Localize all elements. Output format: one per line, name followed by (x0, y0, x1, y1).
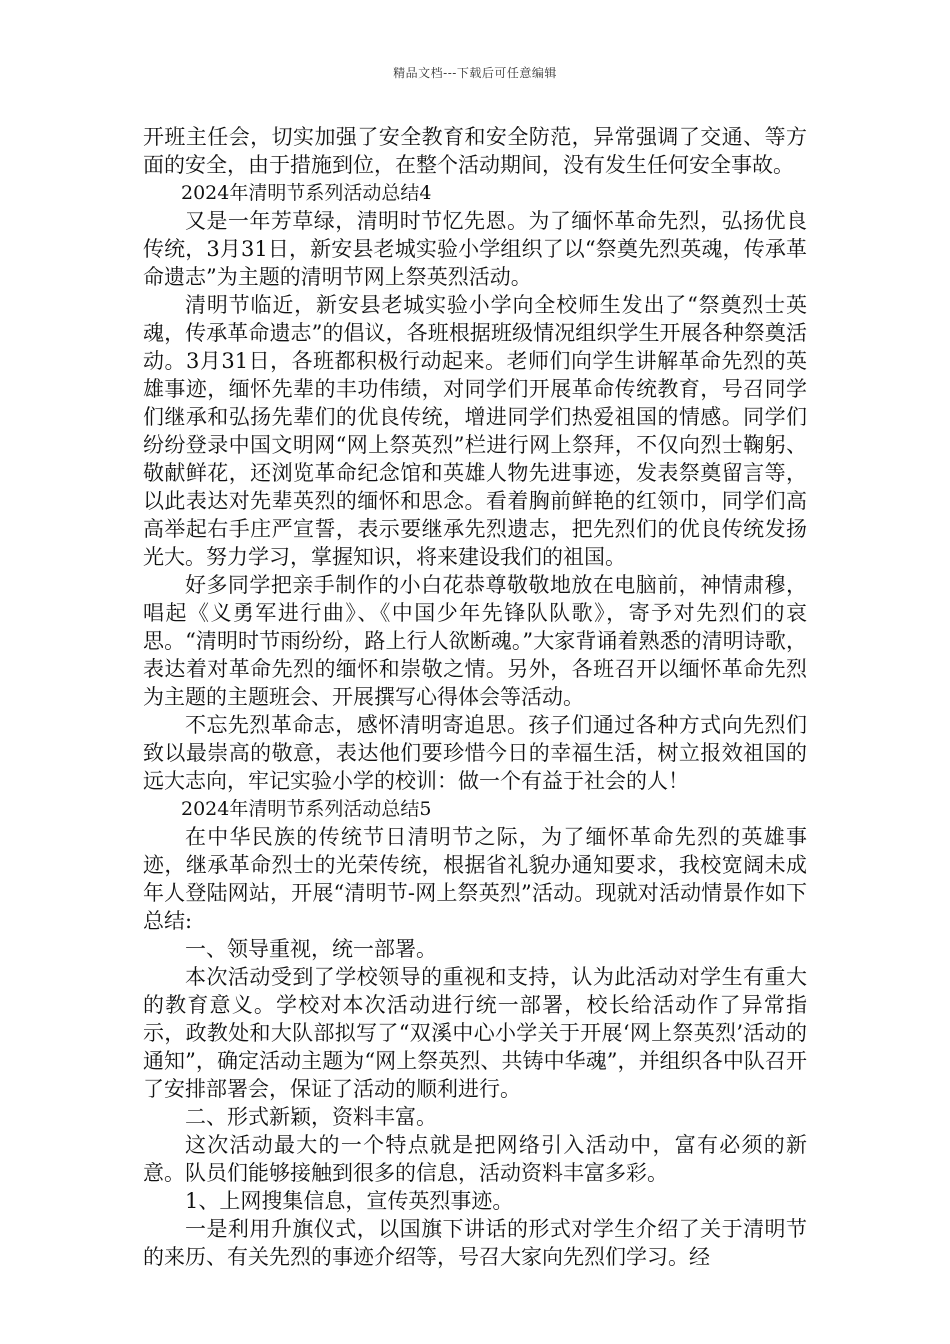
body-paragraph: 清明节临近，新安县老城实验小学向全校师生发出了“祭奠烈士英魂，传承革命遗志”的倡议，各班根据班级情况组织学生开展各种祭奠活动。3月31日，各班都积极行动起来。老师们向学生讲解革命先烈的英雄事迹，缅怀先辈的丰功伟绩，对同学们开展革命传统教育，号召同学们继承和弘扬先辈们的优良传统，增进同学们热爱祖国的情感。同学们纷纷登录中国文明网“网上祭英烈”栏进行网上祭拜，不仅向烈士鞠躬、敬献鲜花，还浏览革命纪念馆和英雄人物先进事迹，发表祭奠留言等，以此表达对先辈英烈的缅怀和思念。看着胸前鲜艳的红领巾，同学们高高举起右手庄严宣誓，表示要继承先烈遗志，把先烈们的优良传统发扬光大。努力学习，掌握知识，将来建设我们的祖国。 (143, 293, 807, 569)
body-paragraph: 不忘先烈革命志，感怀清明寄追思。孩子们通过各种方式向先烈们致以最崇高的敬意，表达他们要珍惜今日的幸福生活，树立报效祖国的远大志向，牢记实验小学的校训：做一个有益于社会的人！ (143, 713, 807, 793)
body-paragraph: 好多同学把亲手制作的小白花恭尊敬敬地放在电脑前，神情肃穆，唱起《义勇军进行曲》、《中国少年先锋队队歌》，寄予对先烈们的哀思。“清明时节雨纷纷，路上行人欲断魂。”大家背诵着熟悉的清明诗歌，表达着对革命先烈的缅怀和崇敬之情。另外，各班召开以缅怀革命先烈为主题的主题班会、开展撰写心得体会等活动。 (143, 573, 807, 709)
body-paragraph: 在中华民族的传统节日清明节之际，为了缅怀革命先烈的英雄事迹，继承革命烈士的光荣传统，根据省礼貌办通知要求，我校宽阔未成年人登陆网站，开展“清明节-网上祭英烈”活动。现就对活动情景作如下总结: (143, 825, 807, 933)
section-heading-4: 2024年清明节系列活动总结4 (181, 182, 432, 204)
paragraph-continuation: 开班主任会，切实加强了安全教育和安全防范，异常强调了交通、等方面的安全，由于措施到位，在整个活动期间，没有发生任何安全事故。 (143, 125, 807, 177)
body-paragraph: 又是一年芳草绿，清明时节忆先恩。为了缅怀革命先烈，弘扬优良传统，3月31日，新安县老城实验小学组织了以“祭奠先烈英魂，传承革命遗志”为主题的清明节网上祭英烈活动。 (143, 209, 807, 289)
document-body (143, 123, 807, 1271)
body-paragraph: 一是利用升旗仪式，以国旗下讲话的形式对学生介绍了关于清明节的来历、有关先烈的事迹介绍等，号召大家向先烈们学习。经 (143, 1217, 807, 1269)
page-header: 精品文档---下载后可任意编辑 (393, 66, 557, 80)
subheading-1: 一、领导重视，统一部署。 (185, 937, 437, 961)
section-heading-5: 2024年清明节系列活动总结5 (181, 798, 432, 820)
subheading-2-1: 1、上网搜集信息，宣传英烈事迹。 (185, 1189, 514, 1213)
body-paragraph: 本次活动受到了学校领导的重视和支持，认为此活动对学生有重大的教育意义。学校对本次活动进行统一部署，校长给活动作了异常指示，政教处和大队部拟写了“双溪中心小学关于开展‘网上祭英烈’活动的通知”，确定活动主题为“网上祭英烈、共铸中华魂”，并组织各中队召开了安排部署会，保证了活动的顺利进行。 (143, 965, 807, 1101)
subheading-2: 二、形式新颖，资料丰富。 (185, 1105, 437, 1129)
body-paragraph: 这次活动最大的一个特点就是把网络引入活动中，富有必须的新意。队员们能够接触到很多的信息，活动资料丰富多彩。 (143, 1133, 807, 1185)
